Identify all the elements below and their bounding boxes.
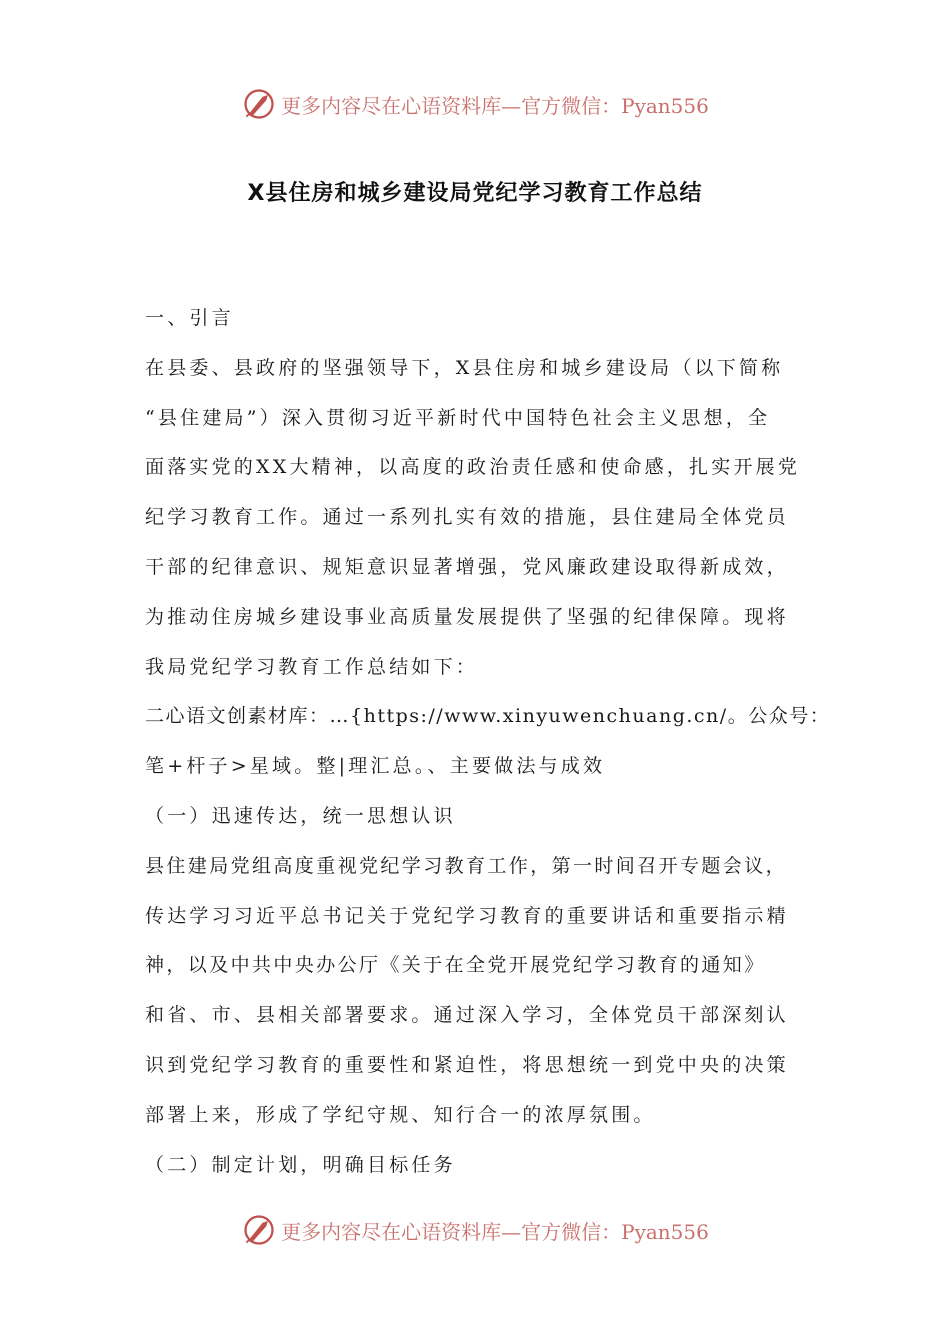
footer-watermark-banner — [0, 1208, 950, 1252]
watermark-text: 更多内容尽在心语资料库—官方微信：Pyan556 — [281, 1219, 709, 1244]
paragraph-line: 二心语文创素材库：…{https://www.xinyuwenchuang.cn/。公众号： — [145, 705, 831, 728]
paragraph-line: 和省、市、县相关部署要求。通过深入学习，全体党员干部深刻认 — [145, 1004, 789, 1027]
paragraph-line: 面落实党的XX大精神，以高度的政治责任感和使命感，扎实开展党 — [145, 456, 801, 479]
subsection-heading: （一）迅速传达，统一思想认识 — [145, 804, 456, 827]
paragraph-line: 部署上来，形成了学纪守规、知行合一的浓厚氛围。 — [145, 1103, 656, 1126]
paragraph-line: 为推动住房城乡建设事业高质量发展提供了坚强的纪律保障。现将 — [145, 605, 789, 628]
paragraph-line: 我局党纪学习教育工作总结如下： — [145, 655, 479, 678]
document-body — [145, 294, 831, 1190]
paragraph-line: “县住建局”）深入贯彻习近平新时代中国特色社会主义思想，全 — [145, 406, 771, 429]
watermark-text: 更多内容尽在心语资料库—官方微信：Pyan556 — [281, 93, 709, 118]
pen-nib-logo-icon — [241, 86, 277, 122]
paragraph-line: 传达学习习近平总书记关于党纪学习教育的重要讲话和重要指示精 — [145, 904, 789, 927]
paragraph-line: 识到党纪学习教育的重要性和紧迫性，将思想统一到党中央的决策 — [145, 1053, 789, 1076]
section-heading: 笔+杆子>星域。整|理汇总。、主要做法与成效 — [145, 755, 606, 778]
section-heading: 一、引言 — [145, 307, 234, 329]
pen-nib-logo-icon — [241, 1212, 277, 1248]
paragraph-line: 神，以及中共中央办公厅《关于在全党开展党纪学习教育的通知》 — [145, 954, 766, 977]
subsection-heading: （二）制定计划，明确目标任务 — [145, 1153, 456, 1176]
paragraph-line: 干部的纪律意识、规矩意识显著增强，党风廉政建设取得新成效， — [145, 555, 789, 578]
paragraph-line: 纪学习教育工作。通过一系列扎实有效的措施，县住建局全体党员 — [145, 506, 789, 529]
paragraph-line: 县住建局党组高度重视党纪学习教育工作，第一时间召开专题会议， — [145, 854, 788, 877]
paragraph-line: 在县委、县政府的坚强领导下，X县住房和城乡建设局（以下简称 — [145, 356, 784, 379]
document-title: X县住房和城乡建设局党纪学习教育工作总结 — [247, 181, 703, 206]
header-watermark-banner — [0, 82, 950, 126]
